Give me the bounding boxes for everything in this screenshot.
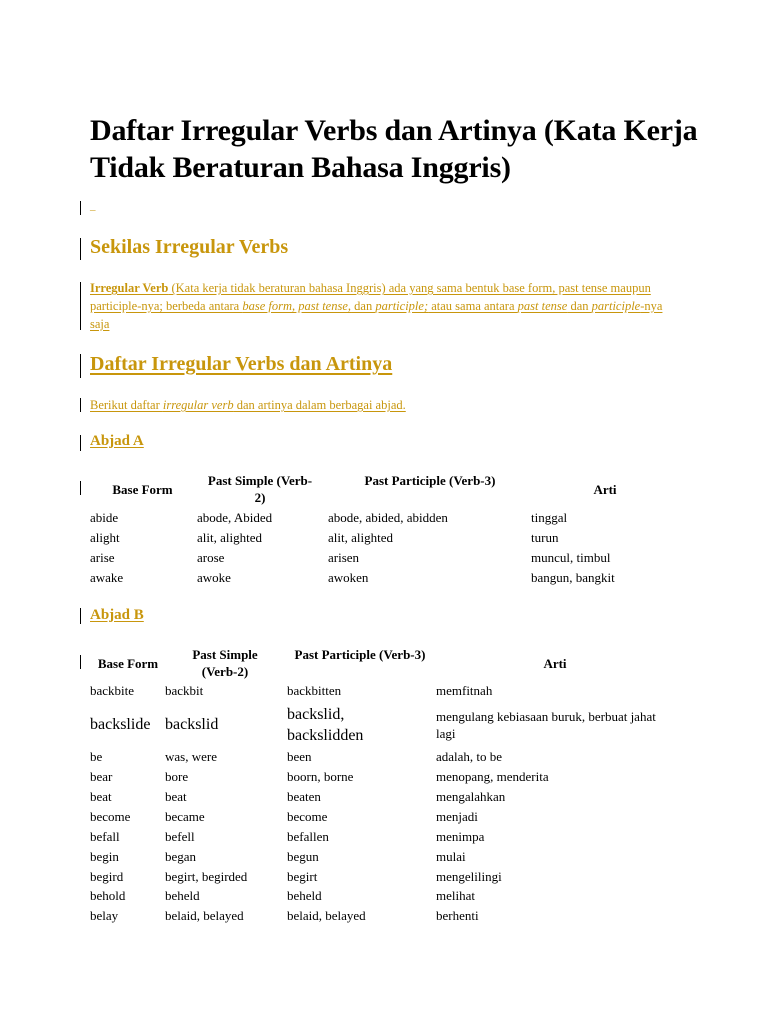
table-cell: was, were: [165, 749, 217, 764]
paragraph-marker: [80, 201, 81, 215]
table-cell: backslid, backslidden: [287, 706, 364, 744]
table-cell: mulai: [436, 849, 466, 864]
table-cell: backslide: [90, 716, 151, 733]
table-header-arti: Arti: [543, 656, 567, 671]
paragraph-marker: [80, 282, 81, 330]
table-cell: arisen: [328, 550, 360, 565]
table-cell: berhenti: [436, 908, 479, 923]
table-cell: mengalahkan: [436, 789, 506, 804]
table-cell: backbite: [90, 683, 135, 698]
table-cell: become: [287, 809, 328, 824]
table-header-past-simple: Past Simple (Verb-2): [192, 647, 258, 679]
table-cell: belaid, belayed: [165, 908, 244, 923]
paragraph-marker: [80, 354, 81, 378]
daftar-text: dan artinya dalam berbagai abjad.: [233, 398, 406, 412]
page-title: Daftar Irregular Verbs dan Artinya (Kata Kerja Tidak Beraturan Bahasa Inggris): [90, 114, 698, 184]
table-cell: begun: [287, 849, 319, 864]
table-cell: become: [90, 809, 131, 824]
paragraph-marker: [80, 238, 81, 260]
paragraph-marker: [80, 608, 81, 624]
table-cell: belay: [90, 908, 119, 923]
intro-paragraph[interactable]: [90, 279, 665, 333]
table-cell: awoke: [197, 570, 231, 585]
table-cell: be: [90, 749, 103, 764]
intro-text: (Kata kerja tidak beraturan bahasa Inggris) ada yang sama bentuk base form, past tense maupun participle-nya; berbeda antara: [90, 281, 651, 313]
table-cell: backslid: [165, 716, 219, 733]
table-cell: abode, abided, abidden: [328, 510, 448, 525]
table-cell: alit, alighted: [328, 530, 393, 545]
table-cell: beaten: [287, 789, 321, 804]
table-cell: belaid, belayed: [287, 908, 366, 923]
table-cell: backbitten: [287, 683, 342, 698]
table-cell: beat: [165, 789, 187, 804]
intro-text: -nya saja: [90, 299, 663, 331]
table-cell: arise: [90, 550, 115, 565]
intro-text: dan: [351, 299, 376, 313]
paragraph-marker: [80, 398, 81, 412]
table-cell: arose: [197, 550, 225, 565]
table-cell: behold: [90, 888, 126, 903]
table-cell: befallen: [287, 829, 329, 844]
table-cell: begirt: [287, 869, 318, 884]
table-header-arti: Arti: [593, 482, 617, 497]
intro-text: atau sama antara: [428, 299, 518, 313]
table-cell: menopang, menderita: [436, 769, 549, 784]
table-cell: tinggal: [531, 510, 568, 525]
table-cell: boorn, borne: [287, 769, 354, 784]
paragraph-marker: [80, 435, 81, 451]
table-cell: became: [165, 809, 205, 824]
intro-italic: past tense: [517, 299, 568, 313]
table-cell: melihat: [436, 888, 475, 903]
section-heading-sekilas[interactable]: Sekilas Irregular Verbs: [90, 236, 289, 258]
table-cell: backbit: [165, 683, 204, 698]
table-header-base-form: Base Form: [97, 656, 159, 671]
intro-bold-term: Irregular Verb: [90, 281, 169, 295]
table-cell: abode, Abided: [197, 510, 273, 525]
table-cell: awoken: [328, 570, 369, 585]
table-cell: alight: [90, 530, 120, 545]
table-cell: bear: [90, 769, 113, 784]
daftar-italic: irregular verb: [162, 398, 234, 412]
table-cell: adalah, to be: [436, 749, 503, 764]
table-cell: began: [165, 849, 197, 864]
paragraph-marker: [80, 481, 81, 495]
table-cell: begird: [90, 869, 124, 884]
table-cell: beheld: [165, 888, 200, 903]
table-header-past-participle: Past Participle (Verb-3): [364, 473, 496, 488]
table-cell: begirt, begirded: [165, 869, 248, 884]
table-cell: bangun, bangkit: [531, 570, 615, 585]
table-cell: mengelilingi: [436, 869, 502, 884]
table-cell: menjadi: [436, 809, 478, 824]
table-cell: abide: [90, 510, 119, 525]
toc-stub-link[interactable]: _: [90, 200, 96, 212]
table-header-base-form: Base Form: [112, 482, 173, 497]
table-cell: turun: [531, 530, 559, 545]
table-header-past-simple: Past Simple (Verb-2): [207, 473, 313, 505]
daftar-paragraph[interactable]: [90, 396, 406, 414]
table-header-past-participle: Past Participle (Verb-3): [294, 647, 426, 662]
table-cell: been: [287, 749, 312, 764]
table-cell: mengulang kebiasaan buruk, berbuat jahat lagi: [436, 709, 656, 741]
intro-italic: participle;: [375, 299, 429, 313]
table-cell: awake: [90, 570, 124, 585]
table-cell: beat: [90, 789, 112, 804]
intro-italic: base form, past tense,: [242, 299, 352, 313]
table-cell: alit, alighted: [197, 530, 262, 545]
abjad-b-heading[interactable]: Abjad B: [90, 607, 144, 623]
table-cell: begin: [90, 849, 119, 864]
table-cell: beheld: [287, 888, 322, 903]
intro-text: dan: [567, 299, 592, 313]
table-cell: befell: [165, 829, 195, 844]
table-cell: bore: [165, 769, 189, 784]
table-cell: memfitnah: [436, 683, 493, 698]
table-cell: befall: [90, 829, 120, 844]
paragraph-marker: [80, 655, 81, 669]
abjad-a-heading[interactable]: Abjad A: [90, 433, 144, 449]
table-cell: muncul, timbul: [531, 550, 611, 565]
intro-italic: participle: [591, 299, 641, 313]
section-heading-daftar[interactable]: Daftar Irregular Verbs dan Artinya: [90, 353, 393, 375]
table-cell: menimpa: [436, 829, 485, 844]
daftar-text: Berikut daftar: [90, 398, 163, 412]
